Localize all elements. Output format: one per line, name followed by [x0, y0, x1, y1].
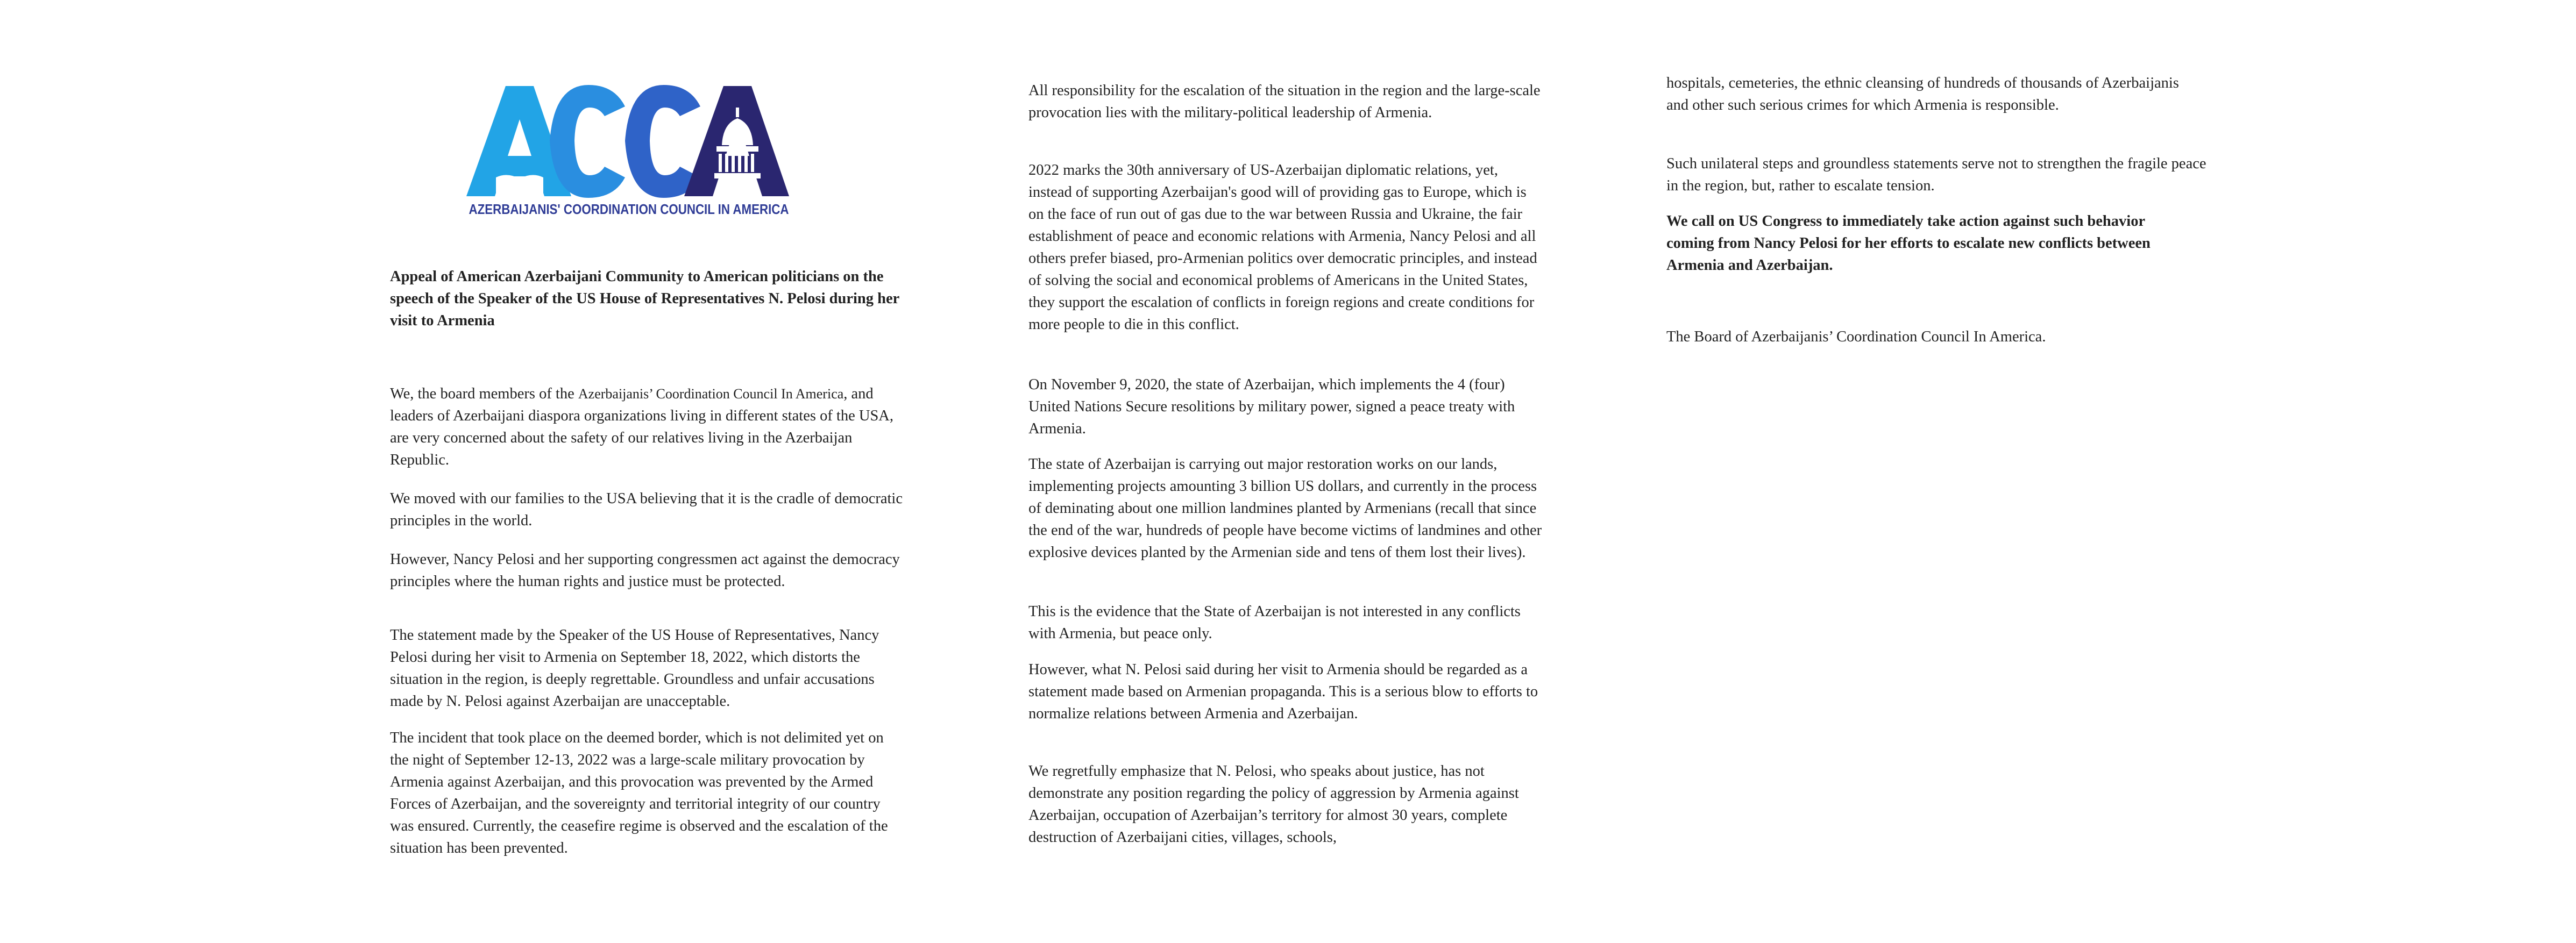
signature-line: The Board of Azerbaijanis’ Coordination Council In America. [1666, 328, 2046, 345]
paragraph-30th-anniversary: 2022 marks the 30th anniversary of US-Azerbaijan diplomatic relations, yet, instead of supporting Azerbaijan's good will of providing gas to Europe, which is on the face of run out of gas due to the war between Russia and Ukraine, the fair establishment of peace and economic relations with Armenia, Nancy Pelosi and all others prefer biased, pro-Armenian politics over democratic principles, and instead of solving the social and economical problems of Americans in the United States, they support the escalation of conflicts in foreign regions and create conditions for more people to die in this conflict. [1028, 162, 1537, 333]
book-icon [496, 175, 543, 198]
paragraph-armenian-propaganda: However, what N. Pelosi said during her visit to Armenia should be regarded as a statement made based on Armenian propaganda. This is a serious blow to efforts to normalize relations between Armenia and Azerbaijan. [1028, 661, 1538, 722]
paragraph-regretfully-emphasize: We regretfully emphasize that N. Pelosi, who speaks about justice, has not demonstrate any position regarding the policy of aggression by Armenia against Azerbaijan, occupation of Azerbaijan’s territory for almost 30 years, complete destruction of Azerbaijani cities, villages, schools, [1028, 763, 1519, 846]
logo-letters [466, 85, 789, 198]
logo-letter-c-second [625, 85, 700, 198]
intro-rest: , and leaders of Azerbaijani diaspora organizations living in different states of the USA, are very concerned about the safety of our relatives living in the Azerbaijan Republic. [390, 385, 894, 468]
paragraph-peace-treaty: On November 9, 2020, the state of Azerbaijan, which implements the 4 (four) United Nations Secure resolitions by military power, signed a peace treaty with Armenia. [1028, 376, 1515, 437]
paragraph-restoration-works: The state of Azerbaijan is carrying out major restoration works on our lands, implementing projects amounting 3 billion US dollars, and currently in the process of deminating about one million landmines planted by Armenians (recall that since the end of the war, hundreds of people have become victims of landmines and other explosive devices planted by the Armenian side and tens of them lost their lives). [1028, 456, 1542, 561]
paragraph-intro [390, 383, 904, 471]
paragraph-usa-cradle: We moved with our families to the USA believing that it is the cradle of democratic principles in the world. [390, 490, 903, 529]
paragraph-responsibility: All responsibility for the escalation of the situation in the region and the large-scale provocation lies with the military-political leadership of Armenia. [1028, 82, 1541, 121]
paragraph-pelosi-democracy: However, Nancy Pelosi and her supporting congressmen act against the democracy principles where the human rights and justice must be protected. [390, 551, 900, 590]
paragraph-call-to-congress: We call on US Congress to immediately take action against such behavior coming from Nancy Pelosi for her efforts to escalate new conflicts between Armenia and Azerbaijan. [1666, 213, 2151, 274]
intro-prefix: We, the board members of the [390, 385, 578, 402]
paragraph-crimes: hospitals, cemeteries, the ethnic cleansing of hundreds of thousands of Azerbaijanis and other such serious crimes for which Armenia is responsible. [1666, 75, 2179, 113]
organization-name: Azerbaijanis’ Coordination Council In America [578, 386, 844, 402]
paragraph-border-incident: The incident that took place on the deemed border, which is not delimited yet on the night of September 12-13, 2022 was a large-scale military provocation by Armenia against Azerbaijan, and this provocation was prevented by the Armed Forces of Azerbaijan, and the sovereignty and territorial integrity of our country was ensured. Currently, the ceasefire regime is observed and the escalation of the situation has been prevented. [390, 730, 888, 856]
logo-letter-c-first [550, 85, 625, 198]
paragraph-speaker-statement: The statement made by the Speaker of the US House of Representatives, Nancy Pelosi during her visit to Armenia on September 18, 2022, which distorts the situation in the region, is deeply regrettable. Groundless and unfair accusations made by N. Pelosi against Azerbaijan are unacceptable. [390, 627, 879, 710]
acca-logo [464, 75, 794, 218]
paragraph-evidence-peace: This is the evidence that the State of Azerbaijan is not interested in any conflicts with Armenia, but peace only. [1028, 603, 1521, 642]
logo-tagline: AZERBAIJANIS' COORDINATION COUNCIL IN AMERICA [469, 201, 789, 217]
paragraph-unilateral-steps: Such unilateral steps and groundless statements serve not to strengthen the fragile peace in the region, but, rather to escalate tension. [1666, 155, 2206, 194]
document-title: Appeal of American Azerbaijani Community to American politicians on the speech of the Speaker of the US House of Representatives N. Pelosi during her visit to Armenia [390, 268, 899, 329]
